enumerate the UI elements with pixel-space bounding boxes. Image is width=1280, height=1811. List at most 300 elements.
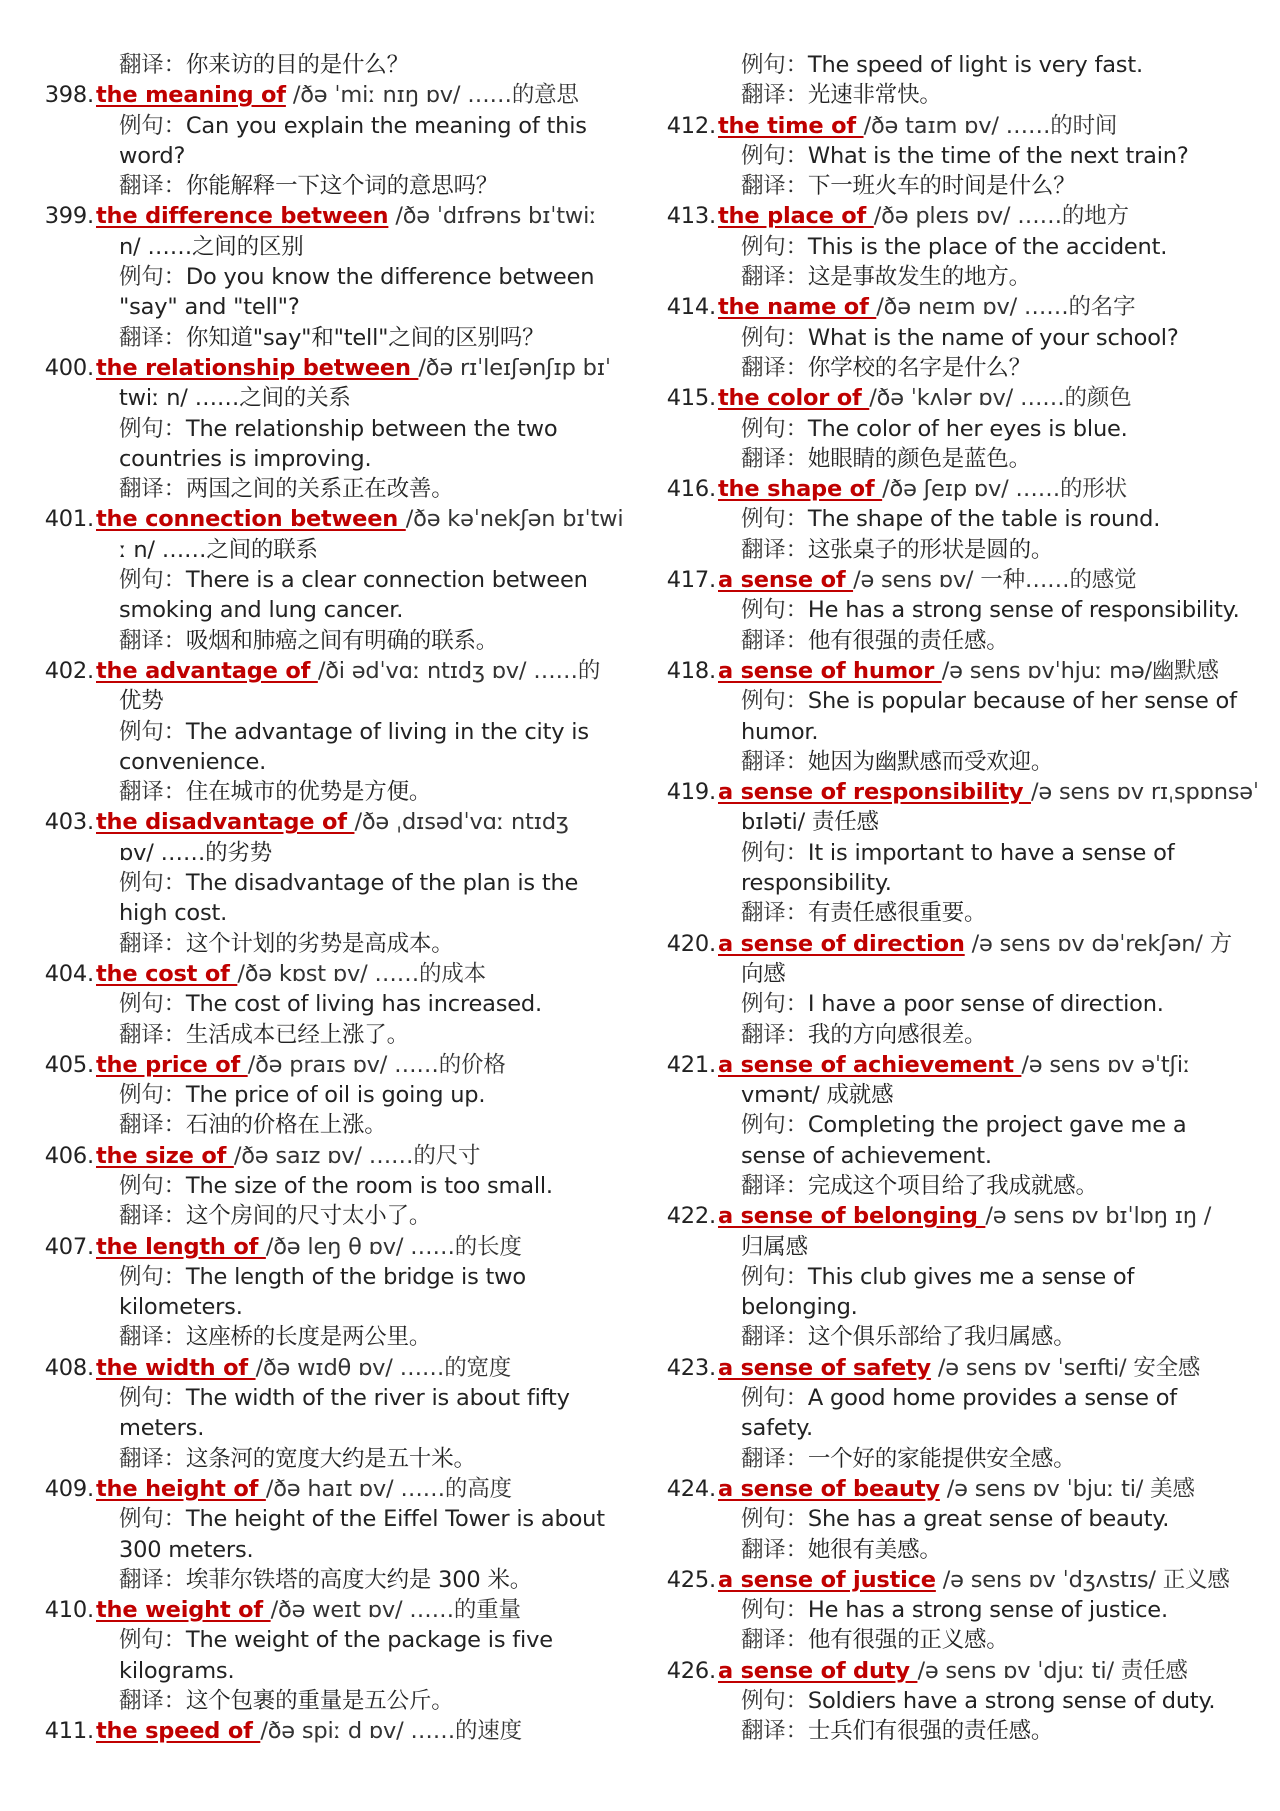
translation-text: 士兵们有很强的责任感。 (807, 1718, 1054, 1745)
translation-text: 两国之间的关系正在改善。 (185, 476, 454, 503)
continuation-line: ɒv/ ……的劣势 (119, 839, 273, 866)
entry-pronunciation-meaning: /ðə saɪz ɒv/ ……的尺寸 (233, 1142, 481, 1169)
entry-number: 401. (44, 506, 94, 533)
continuation-line: bɪləti/ 责任感 (741, 809, 879, 836)
entry-phrase: the weight of (96, 1597, 271, 1624)
translation-text: 我的方向感很差。 (807, 1021, 987, 1048)
continuation-line: humor. (741, 718, 819, 745)
example-text: Can you explain the meaning of this (185, 112, 587, 139)
translation-line (40, 777, 630, 807)
entry-heading (40, 656, 630, 686)
entry-phrase: a sense of responsibility (718, 779, 1031, 806)
entry-pronunciation-meaning: /ə sens ɒv dəˈrekʃən/ 方 (964, 930, 1232, 957)
example-line (662, 1686, 1262, 1716)
translation-label: 翻译： (741, 536, 808, 563)
entry-heading (662, 656, 1262, 686)
translation-line (40, 929, 630, 959)
translation-line (662, 898, 1262, 928)
example-line (662, 1262, 1262, 1292)
entry-number: 424. (666, 1475, 716, 1502)
entry-phrase: the disadvantage of (96, 809, 355, 836)
entry-number: 412. (666, 112, 716, 139)
translation-text: 这个房间的尺寸太小了。 (185, 1203, 432, 1230)
example-label: 例句： (741, 597, 808, 624)
entry-pronunciation-meaning: /ðə taɪm ɒv/ ……的时间 (863, 112, 1118, 139)
translation-text: 她很有美感。 (807, 1536, 942, 1563)
entry-pronunciation-meaning: /ðə kəˈnekʃən bɪˈtwi (405, 506, 624, 533)
example-line (662, 1595, 1262, 1625)
translation-label: 翻译： (741, 82, 808, 109)
translation-text: 这个包裹的重量是五公斤。 (185, 1688, 454, 1715)
entry-pronunciation-meaning: /ðə pleɪs ɒv/ ……的地方 (873, 203, 1129, 230)
entry-heading (40, 1474, 630, 1504)
entry-phrase: a sense of duty (718, 1657, 918, 1684)
translation-line (40, 1444, 630, 1474)
example-text: It is important to have a sense of (807, 839, 1175, 866)
example-label: 例句： (741, 1385, 808, 1412)
translation-text: 下一班火车的时间是什么？ (807, 173, 1076, 200)
translation-line (40, 1020, 630, 1050)
entry-phrase: a sense of (718, 567, 854, 594)
translation-label: 翻译： (741, 900, 808, 927)
translation-label: 翻译： (119, 1445, 186, 1472)
example-label: 例句： (119, 1385, 186, 1412)
translation-label: 翻译： (119, 1203, 186, 1230)
example-label: 例句： (741, 506, 808, 533)
translation-line (40, 1201, 630, 1231)
example-text: The size of the room is too small. (185, 1172, 553, 1199)
translation-label: 翻译： (741, 1445, 808, 1472)
translation-line (662, 1322, 1262, 1352)
translation-line (662, 1535, 1262, 1565)
translation-label: 翻译： (119, 1021, 186, 1048)
translation-label: 翻译： (119, 476, 186, 503)
entry-phrase: the shape of (718, 476, 883, 503)
translation-line (662, 80, 1262, 110)
entry-heading (40, 807, 630, 837)
translation-label: 翻译： (119, 779, 186, 806)
example-text: The advantage of living in the city is (185, 718, 589, 745)
example-text: She is popular because of her sense of (807, 688, 1237, 715)
continuation-line: high cost. (119, 900, 228, 927)
entry-number: 418. (666, 657, 716, 684)
entry-phrase: a sense of humor (718, 657, 942, 684)
translation-text: 埃菲尔铁塔的高度大约是 300 米。 (185, 1566, 533, 1593)
example-label: 例句： (741, 233, 808, 260)
entry-phrase: the connection between (96, 506, 406, 533)
entry-phrase: the relationship between (96, 354, 419, 381)
entry-heading (662, 474, 1262, 504)
example-label: 例句： (119, 415, 186, 442)
continuation-line: word? (119, 142, 186, 169)
example-line (662, 232, 1262, 262)
translation-line (40, 323, 630, 353)
translation-label: 翻译： (741, 1324, 808, 1351)
example-text: The price of oil is going up. (185, 1082, 486, 1109)
example-text: The color of her eyes is blue. (807, 415, 1128, 442)
example-line (40, 717, 630, 747)
example-line (662, 1504, 1262, 1534)
example-text: The width of the river is about fifty (185, 1385, 570, 1412)
entry-pronunciation-meaning: /ðə ˌdɪsədˈvɑː ntɪdʒ (354, 809, 569, 836)
example-line (40, 989, 630, 1019)
translation-line (40, 626, 630, 656)
translation-line (662, 1444, 1262, 1474)
continuation-line: safety. (741, 1415, 813, 1442)
continuation-line: belonging. (741, 1294, 858, 1321)
continuation-line: ː n/ ……之间的联系 (119, 536, 318, 563)
example-text: Soldiers have a strong sense of duty. (807, 1688, 1216, 1715)
entry-pronunciation-meaning: /ə sens ɒv ˈseɪfti/ 安全感 (930, 1354, 1201, 1381)
entry-phrase: the length of (96, 1233, 266, 1260)
entry-number: 426. (666, 1657, 716, 1684)
entry-heading (40, 1353, 630, 1383)
entry-pronunciation-meaning: /ði ədˈvɑː ntɪdʒ ɒv/ ……的 (317, 657, 601, 684)
translation-text: 石油的价格在上涨。 (185, 1112, 387, 1139)
example-label: 例句： (119, 567, 186, 594)
example-line (40, 1504, 630, 1534)
entry-heading (662, 383, 1262, 413)
continuation-line: convenience. (119, 748, 267, 775)
entry-number: 398. (44, 82, 94, 109)
example-text: I have a poor sense of direction. (807, 991, 1164, 1018)
translation-label: 翻译： (741, 1718, 808, 1745)
continuation-line: 300 meters. (119, 1536, 254, 1563)
example-line (662, 50, 1262, 80)
example-line (662, 1110, 1262, 1140)
entry-pronunciation-meaning: /ə sens ɒv/ 一种……的感觉 (853, 567, 1137, 594)
entry-number: 413. (666, 203, 716, 230)
translation-label: 翻译： (741, 173, 808, 200)
continuation-line: 优势 (119, 688, 164, 715)
entry-pronunciation-meaning: /ðə ʃeɪp ɒv/ ……的形状 (882, 476, 1127, 503)
entry-number: 402. (44, 657, 94, 684)
example-label: 例句： (119, 1506, 186, 1533)
entry-pronunciation-meaning: /ðə spiː d ɒv/ ……的速度 (260, 1718, 522, 1745)
example-line (40, 1625, 630, 1655)
entry-heading (662, 111, 1262, 141)
entry-phrase: the height of (96, 1475, 266, 1502)
translation-text: 他有很强的正义感。 (807, 1627, 1009, 1654)
example-label: 例句： (741, 1506, 808, 1533)
entry-phrase: the size of (96, 1142, 234, 1169)
entry-pronunciation-meaning: /ə sens ɒvˈhjuː mə/幽默感 (941, 657, 1219, 684)
example-text: This club gives me a sense of (807, 1263, 1135, 1290)
translation-text: 这张桌子的形状是圆的。 (807, 536, 1054, 563)
entry-pronunciation-meaning: /ðə ˈmiː nɪŋ ɒv/ ……的意思 (285, 82, 579, 109)
entry-heading (662, 777, 1262, 807)
entry-phrase: the difference between (96, 203, 389, 230)
entry-pronunciation-meaning: /ðə ˈkʌlər ɒv/ ……的颜色 (869, 385, 1132, 412)
translation-label: 翻译： (741, 445, 808, 472)
entry-phrase: the place of (718, 203, 874, 230)
entry-number: 422. (666, 1203, 716, 1230)
entry-phrase: a sense of justice (718, 1566, 936, 1593)
continuation-line: countries is improving. (119, 445, 372, 472)
example-line (662, 323, 1262, 353)
example-text: He has a strong sense of responsibility. (807, 597, 1240, 624)
translation-text: 这条河的宽度大约是五十米。 (185, 1445, 476, 1472)
entry-heading (662, 1353, 1262, 1383)
example-label: 例句： (119, 1263, 186, 1290)
entry-number: 415. (666, 385, 716, 412)
continuation-line: sense of achievement. (741, 1142, 992, 1169)
translation-label: 翻译： (741, 1627, 808, 1654)
entry-pronunciation-meaning: /ðə haɪt ɒv/ ……的高度 (265, 1475, 512, 1502)
continuation-line: kilograms. (119, 1657, 235, 1684)
translation-line (40, 1565, 630, 1595)
right-column (662, 50, 1262, 1747)
example-label: 例句： (741, 324, 808, 351)
example-text: The height of the Eiffel Tower is about (185, 1506, 605, 1533)
example-line (662, 989, 1262, 1019)
entry-phrase: the name of (718, 294, 877, 321)
example-text: What is the name of your school? (807, 324, 1179, 351)
translation-text: 他有很强的责任感。 (807, 627, 1009, 654)
entry-number: 411. (44, 1718, 94, 1745)
entry-heading (40, 80, 630, 110)
translation-text: 这是事故发生的地方。 (807, 264, 1031, 291)
example-label: 例句： (119, 718, 186, 745)
translation-label: 翻译： (741, 1172, 808, 1199)
translation-line (662, 1171, 1262, 1201)
example-line (40, 262, 630, 292)
example-label: 例句： (741, 839, 808, 866)
entry-number: 404. (44, 960, 94, 987)
entry-pronunciation-meaning: /ə sens ɒv bɪˈlɒŋ ɪŋ / (985, 1203, 1212, 1230)
translation-text: 你学校的名字是什么？ (807, 354, 1031, 381)
example-text: The speed of light is very fast. (807, 52, 1143, 78)
translation-label: 翻译： (119, 52, 186, 78)
translation-label: 翻译： (119, 173, 186, 200)
example-label: 例句： (741, 1597, 808, 1624)
example-line (40, 1080, 630, 1110)
example-label: 例句： (119, 1172, 186, 1199)
entry-number: 403. (44, 809, 94, 836)
translation-text: 住在城市的优势是方便。 (185, 779, 432, 806)
example-label: 例句： (119, 1082, 186, 1109)
entry-heading (662, 1050, 1262, 1080)
translation-label: 翻译： (119, 1112, 186, 1139)
entry-pronunciation-meaning: /ə sens ɒv rɪˌspɒnsəˈ (1031, 779, 1259, 806)
entry-number: 416. (666, 476, 716, 503)
translation-line (662, 444, 1262, 474)
example-text: There is a clear connection between (185, 567, 588, 594)
translation-label: 翻译： (741, 1536, 808, 1563)
entry-number: 409. (44, 1475, 94, 1502)
continuation-line: responsibility. (741, 870, 892, 897)
example-line (662, 414, 1262, 444)
translation-text: 一个好的家能提供安全感。 (807, 1445, 1076, 1472)
entry-phrase: the speed of (96, 1718, 261, 1745)
entry-pronunciation-meaning: /ðə praɪs ɒv/ ……的价格 (247, 1051, 506, 1078)
continuation-line: vmənt/ 成就感 (741, 1082, 894, 1109)
example-label: 例句： (119, 991, 186, 1018)
left-column (40, 50, 630, 1747)
entry-heading (662, 1565, 1262, 1595)
entry-number: 425. (666, 1566, 716, 1593)
example-text: Completing the project gave me a (807, 1112, 1187, 1139)
example-text: The length of the bridge is two (185, 1263, 526, 1290)
translation-text: 你能解释一下这个词的意思吗？ (185, 173, 499, 200)
example-text: The cost of living has increased. (185, 991, 542, 1018)
translation-text: 这个计划的劣势是高成本。 (185, 930, 454, 957)
entry-heading (40, 1595, 630, 1625)
example-label: 例句： (741, 1112, 808, 1139)
example-text: The weight of the package is five (185, 1627, 553, 1654)
entry-pronunciation-meaning: /ə sens ɒv ˈdʒʌstɪs/ 正义感 (935, 1566, 1230, 1593)
translation-label: 翻译： (119, 1566, 186, 1593)
translation-line (40, 1686, 630, 1716)
example-text: The shape of the table is round. (807, 506, 1161, 533)
entry-pronunciation-meaning: /ðə neɪm ɒv/ ……的名字 (876, 294, 1136, 321)
example-line (40, 111, 630, 141)
entry-phrase: a sense of belonging (718, 1203, 986, 1230)
translation-line (662, 535, 1262, 565)
example-text: She has a great sense of beauty. (807, 1506, 1170, 1533)
continuation-line: 归属感 (741, 1233, 808, 1260)
entry-heading (40, 1050, 630, 1080)
translation-line (40, 171, 630, 201)
example-label: 例句： (741, 415, 808, 442)
translation-line (662, 747, 1262, 777)
translation-line (40, 50, 630, 80)
entry-pronunciation-meaning: /ðə leŋ θ ɒv/ ……的长度 (265, 1233, 522, 1260)
example-line (40, 1383, 630, 1413)
translation-text: 你来访的目的是什么？ (185, 52, 409, 78)
translation-label: 翻译： (119, 324, 186, 351)
entry-pronunciation-meaning: /ðə rɪˈleɪʃənʃɪp bɪˈ (418, 354, 611, 381)
example-label: 例句： (119, 112, 186, 139)
translation-line (662, 626, 1262, 656)
translation-label: 翻译： (119, 1324, 186, 1351)
translation-label: 翻译： (119, 930, 186, 957)
entry-pronunciation-meaning: /ðə ˈdɪfrəns bɪˈtwiː (388, 203, 597, 230)
continuation-line: n/ ……之间的区别 (119, 233, 304, 260)
example-text: Do you know the difference between (185, 264, 595, 291)
continuation-line: twiː n/ ……之间的关系 (119, 385, 351, 412)
translation-line (40, 474, 630, 504)
example-label: 例句： (741, 1263, 808, 1290)
entry-phrase: the color of (718, 385, 870, 412)
entry-number: 420. (666, 930, 716, 957)
entry-phrase: a sense of beauty (718, 1475, 940, 1502)
entry-pronunciation-meaning: /ə sens ɒv ˈbjuː ti/ 美感 (939, 1475, 1195, 1502)
translation-text: 你知道"say"和"tell"之间的区别吗？ (185, 324, 545, 351)
translation-text: 完成这个项目给了我成就感。 (807, 1172, 1098, 1199)
continuation-line: smoking and lung cancer. (119, 597, 404, 624)
entry-pronunciation-meaning: /ðə wɪdθ ɒv/ ……的宽度 (255, 1354, 512, 1381)
example-line (40, 414, 630, 444)
example-text: A good home provides a sense of (807, 1385, 1177, 1412)
entry-heading (662, 201, 1262, 231)
entry-phrase: the advantage of (96, 657, 318, 684)
entry-pronunciation-meaning: /ðə weɪt ɒv/ ……的重量 (270, 1597, 521, 1624)
example-line (662, 838, 1262, 868)
translation-text: 生活成本已经上涨了。 (185, 1021, 409, 1048)
translation-text: 她因为幽默感而受欢迎。 (807, 748, 1054, 775)
entry-heading (40, 1716, 630, 1746)
example-line (662, 595, 1262, 625)
entry-heading (40, 201, 630, 231)
example-label: 例句： (741, 52, 808, 78)
entry-number: 408. (44, 1354, 94, 1381)
entry-heading (662, 1656, 1262, 1686)
entry-number: 417. (666, 567, 716, 594)
example-line (662, 1383, 1262, 1413)
example-label: 例句： (119, 264, 186, 291)
example-text: He has a strong sense of justice. (807, 1597, 1168, 1624)
example-label: 例句： (119, 870, 186, 897)
translation-label: 翻译： (119, 627, 186, 654)
entry-number: 406. (44, 1142, 94, 1169)
translation-line (662, 353, 1262, 383)
entry-phrase: the price of (96, 1051, 248, 1078)
example-text: What is the time of the next train? (807, 142, 1189, 169)
entry-heading (40, 1232, 630, 1262)
example-line (662, 504, 1262, 534)
translation-line (662, 262, 1262, 292)
translation-label: 翻译： (741, 354, 808, 381)
entry-number: 423. (666, 1354, 716, 1381)
example-label: 例句： (119, 1627, 186, 1654)
entry-number: 419. (666, 779, 716, 806)
entry-heading (40, 504, 630, 534)
translation-text: 这个俱乐部给了我归属感。 (807, 1324, 1076, 1351)
translation-line (662, 171, 1262, 201)
entry-number: 399. (44, 203, 94, 230)
entry-phrase: the width of (96, 1354, 256, 1381)
entry-number: 410. (44, 1597, 94, 1624)
translation-text: 吸烟和肺癌之间有明确的联系。 (185, 627, 499, 654)
example-label: 例句： (741, 1688, 808, 1715)
translation-line (40, 1110, 630, 1140)
translation-text: 她眼睛的颜色是蓝色。 (807, 445, 1031, 472)
entry-heading (40, 353, 630, 383)
entry-phrase: the cost of (96, 960, 238, 987)
continuation-line: "say" and "tell"? (119, 294, 300, 321)
example-line (40, 565, 630, 595)
translation-text: 这座桥的长度是两公里。 (185, 1324, 432, 1351)
translation-line (662, 1716, 1262, 1746)
example-label: 例句： (741, 142, 808, 169)
translation-label: 翻译： (741, 1021, 808, 1048)
entry-number: 421. (666, 1051, 716, 1078)
entry-heading (662, 565, 1262, 595)
example-text: The disadvantage of the plan is the (185, 870, 579, 897)
translation-line (662, 1625, 1262, 1655)
entry-heading (662, 292, 1262, 322)
entry-number: 407. (44, 1233, 94, 1260)
example-line (40, 868, 630, 898)
translation-text: 有责任感很重要。 (807, 900, 987, 927)
entry-pronunciation-meaning: /ðə kɒst ɒv/ ……的成本 (237, 960, 486, 987)
translation-line (662, 1020, 1262, 1050)
entry-heading (662, 1474, 1262, 1504)
translation-label: 翻译： (119, 1688, 186, 1715)
example-label: 例句： (741, 688, 808, 715)
translation-label: 翻译： (741, 627, 808, 654)
entry-number: 405. (44, 1051, 94, 1078)
translation-label: 翻译： (741, 264, 808, 291)
entry-heading (40, 959, 630, 989)
example-text: The relationship between the two (185, 415, 558, 442)
example-text: This is the place of the accident. (807, 233, 1168, 260)
example-line (662, 686, 1262, 716)
entry-heading (662, 1201, 1262, 1231)
continuation-line: kilometers. (119, 1294, 243, 1321)
entry-phrase: a sense of achievement (718, 1051, 1022, 1078)
